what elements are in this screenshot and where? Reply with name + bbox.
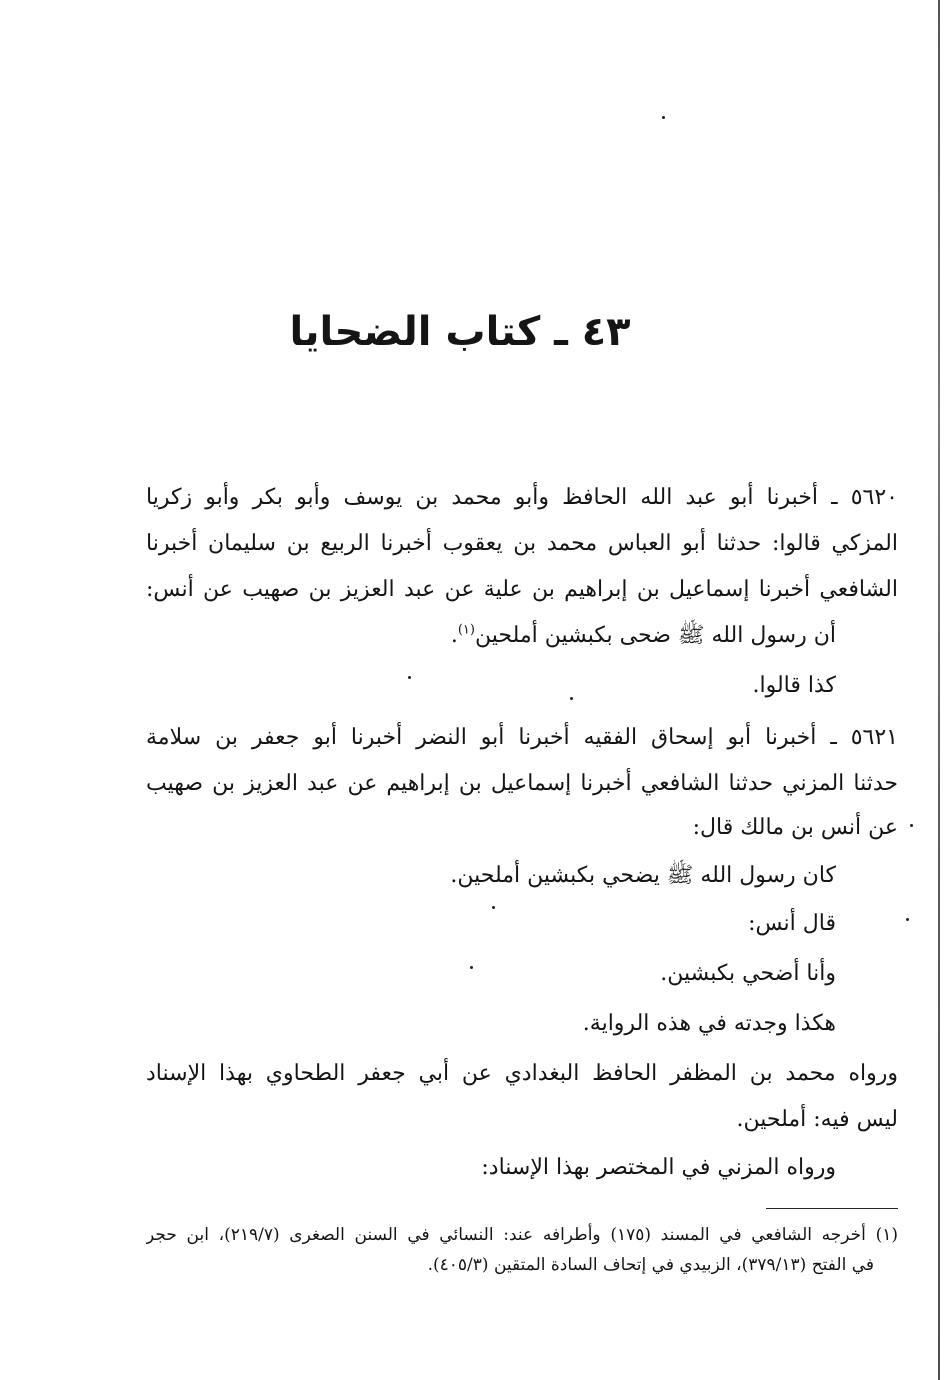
hadith-5621-anas-statement: وأنا أضحي بكبشين. [660,961,836,986]
scan-speck [906,918,909,921]
hadith-5621-comment: هكذا وجدته في هذه الرواية. [582,1011,836,1036]
hadith-5621-line-1: ٥٦٢١ ـ أخبرنا أبو إسحاق الفقيه أخبرنا أبو النضر أخبرنا أبو جعفر بن سلامة [146,725,898,750]
scan-speck [570,697,573,700]
footnote-1-line-1: (١) أخرجه الشافعي في المسند (١٧٥) وأطرافه عند: النسائي في السنن الصغرى (٢١٩/٧)، ابن حجر [146,1225,898,1245]
page-edge-line [938,0,940,1380]
scan-speck [910,824,913,827]
hadith-5620-matn-text: أن رسول الله ﷺ ضحى بكبشين أملحين [474,623,836,648]
hadith-5621-line-2: حدثنا المزني حدثنا الشافعي أخبرنا إسماعيل بن إبراهيم عن عبد العزيز بن صهيب [146,771,898,796]
footnote-1-line-2: في الفتح (٣٧٩/١٣)، الزبيدي في إتحاف السادة المتقين (٤٠٥/٣). [427,1255,874,1275]
hadith-5621-riwaya-2: ورواه المزني في المختصر بهذا الإسناد: [481,1155,836,1180]
scan-speck [470,966,473,969]
hadith-5621-anas-said: قال أنس: [748,911,836,936]
hadith-5620-line-2: المزكي قالوا: حدثنا أبو العباس محمد بن يعقوب أخبرنا الربيع بن سليمان أخبرنا [146,531,898,556]
hadith-5621-riwaya-1: ورواه محمد بن المظفر الحافظ البغدادي عن أبي جعفر الطحاوي بهذا الإسناد [146,1061,898,1086]
hadith-5620-comment: كذا قالوا. [752,673,836,698]
scan-speck [662,116,665,119]
scan-speck [492,906,495,909]
hadith-5620-line-3: الشافعي أخبرنا إسماعيل بن إبراهيم بن علية عن عبد العزيز بن صهيب عن أنس: [146,577,898,602]
hadith-5620-line-1: ٥٦٢٠ ـ أخبرنا أبو عبد الله الحافظ وأبو محمد بن يوسف وأبو بكر وأبو زكريا [146,485,898,510]
hadith-5621-line-3: عن أنس بن مالك قال: [692,815,898,840]
footnote-marker: (١) [457,622,475,638]
hadith-5621-matn: كان رسول الله ﷺ يضحي بكبشين أملحين. [450,863,836,888]
hadith-5621-riwaya-1-cont: ليس فيه: أملحين. [736,1107,898,1132]
footnote-separator [766,1208,898,1209]
matn-end-period: . [450,623,458,648]
scan-speck [408,676,411,679]
chapter-title: ٤٣ ـ كتاب الضحايا [289,309,631,355]
hadith-5620-matn [146,616,836,656]
